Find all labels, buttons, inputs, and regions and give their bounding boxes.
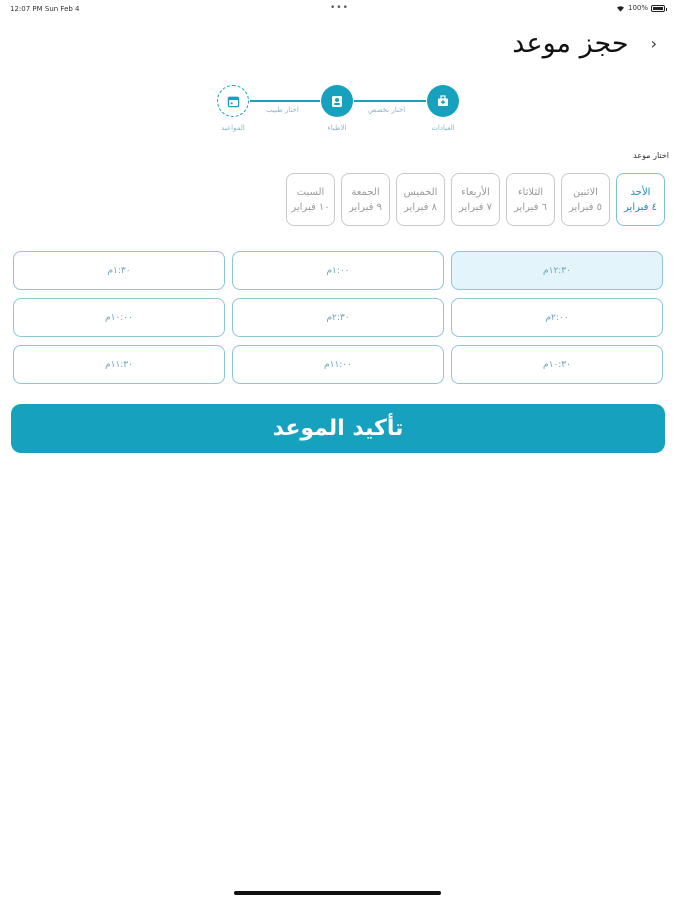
back-chevron-icon[interactable]: › bbox=[650, 34, 657, 53]
step-circle bbox=[321, 85, 353, 117]
time-slot[interactable]: ١٠:٠٠م bbox=[13, 298, 225, 337]
day-chip-wednesday[interactable] bbox=[451, 173, 500, 226]
connector-label: اختار طبيب bbox=[266, 106, 299, 114]
day-name: الأربعاء bbox=[461, 186, 490, 198]
doctor-badge-icon bbox=[331, 95, 343, 108]
time-slot[interactable]: ١١:٣٠م bbox=[13, 345, 225, 384]
header bbox=[512, 28, 657, 59]
day-date: ٦ فبراير bbox=[514, 201, 547, 213]
confirm-appointment-button[interactable]: تأكيد الموعد bbox=[11, 404, 665, 453]
day-date: ٥ فبراير bbox=[569, 201, 602, 213]
status-bar bbox=[0, 0, 675, 18]
step-label: المواعيد bbox=[221, 124, 245, 132]
status-time-date: 12:07 PM Sun Feb 4 bbox=[10, 5, 80, 13]
day-name: الأحد bbox=[630, 186, 651, 198]
day-chip-friday[interactable] bbox=[341, 173, 390, 226]
day-name: الاثنين bbox=[573, 186, 598, 198]
day-chip-thursday[interactable] bbox=[396, 173, 445, 226]
step-label: الاطباء bbox=[327, 124, 347, 132]
time-slot-grid bbox=[13, 251, 663, 384]
step-circle bbox=[427, 85, 459, 117]
day-date: ١٠ فبراير bbox=[291, 201, 330, 213]
battery-percent: 100% bbox=[627, 4, 648, 12]
step-appointments bbox=[216, 85, 250, 132]
calendar-icon bbox=[227, 95, 240, 108]
day-date: ٩ فبراير bbox=[349, 201, 382, 213]
booking-stepper bbox=[216, 85, 461, 135]
time-slot[interactable]: ٢:٣٠م bbox=[232, 298, 444, 337]
time-slot[interactable]: ١١:٠٠م bbox=[232, 345, 444, 384]
step-clinics bbox=[426, 85, 460, 132]
day-date: ٤ فبراير bbox=[624, 201, 657, 213]
time-slot[interactable]: ٢:٠٠م bbox=[451, 298, 663, 337]
step-doctors bbox=[320, 85, 354, 132]
time-slot[interactable]: ١٠:٣٠م bbox=[451, 345, 663, 384]
time-slot[interactable]: ١٢:٣٠م bbox=[451, 251, 663, 290]
day-date: ٧ فبراير bbox=[459, 201, 492, 213]
multitasking-dots[interactable]: ••• bbox=[330, 3, 349, 13]
time-slot[interactable]: ١:٣٠م bbox=[13, 251, 225, 290]
step-label: العيادات bbox=[431, 124, 455, 132]
day-name: الخميس bbox=[403, 186, 438, 198]
wifi-icon bbox=[616, 5, 625, 12]
step-connector bbox=[250, 100, 320, 102]
day-chip-sunday[interactable] bbox=[616, 173, 665, 226]
day-name: الجمعة bbox=[351, 186, 380, 198]
day-date: ٨ فبراير bbox=[404, 201, 437, 213]
day-chip-saturday[interactable] bbox=[286, 173, 335, 226]
step-circle bbox=[217, 85, 249, 117]
status-right bbox=[616, 4, 665, 12]
connector-label: اختار تخصص bbox=[368, 106, 406, 114]
day-selector bbox=[286, 173, 665, 226]
day-chip-monday[interactable] bbox=[561, 173, 610, 226]
step-connector bbox=[354, 100, 426, 102]
choose-appointment-label: اختار موعد bbox=[633, 151, 669, 160]
day-chip-tuesday[interactable] bbox=[506, 173, 555, 226]
home-indicator[interactable] bbox=[234, 891, 441, 895]
day-name: الثلاثاء bbox=[517, 186, 544, 198]
day-name: السبت bbox=[296, 186, 325, 198]
medical-bag-icon bbox=[437, 95, 449, 107]
page-title: حجز موعد bbox=[512, 28, 629, 59]
time-slot[interactable]: ١:٠٠م bbox=[232, 251, 444, 290]
battery-icon bbox=[651, 5, 665, 12]
